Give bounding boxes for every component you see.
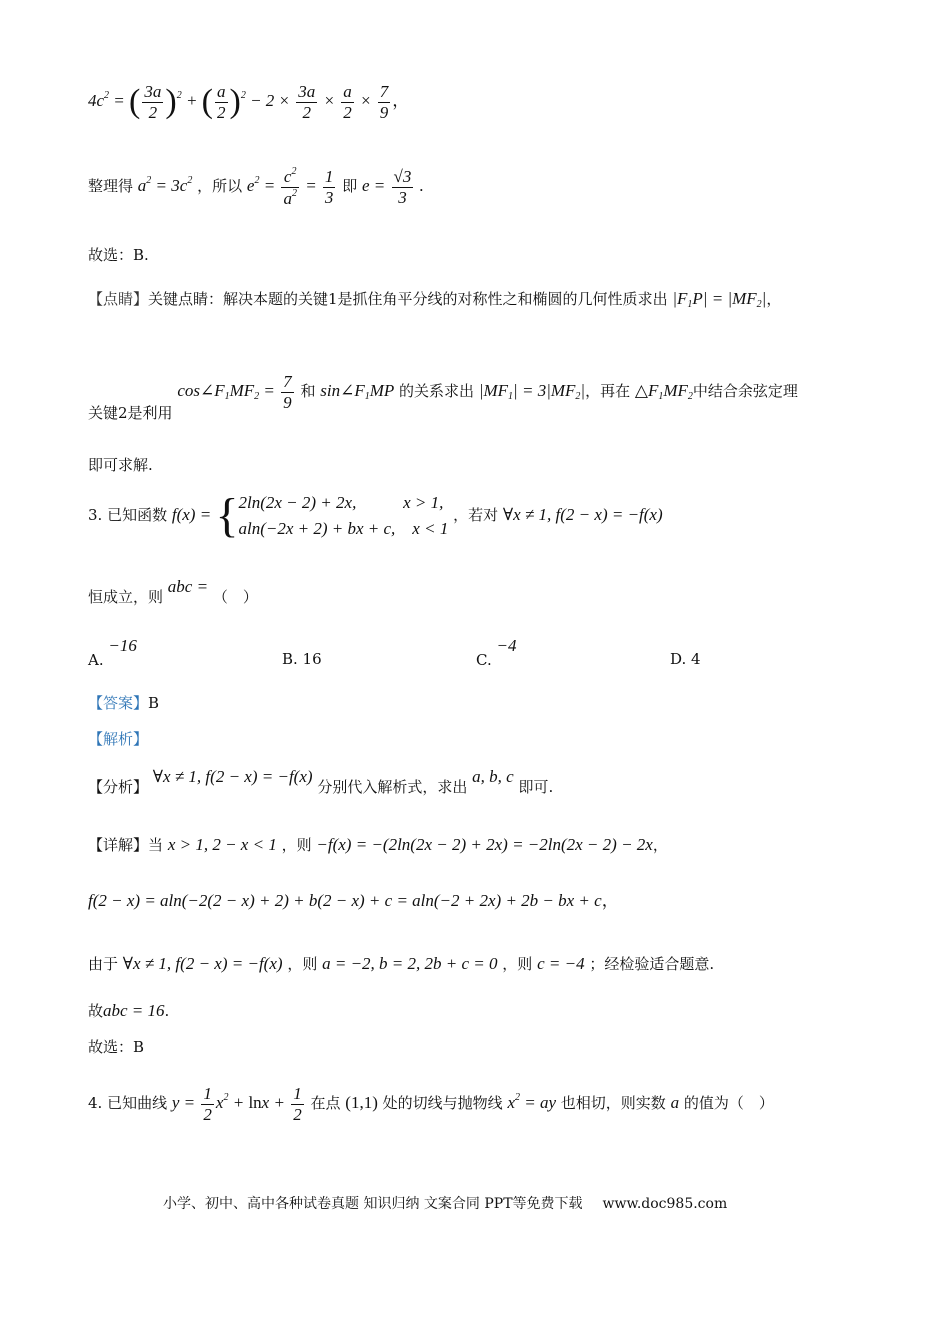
text: 也相切，则实数 xyxy=(560,1093,666,1112)
text: 中结合余弦定理 xyxy=(692,381,798,400)
analysis: 【分析】 ∀x ≠ 1, f(2 − x) = −f(x) 分别代入解析式，求出 a, b, c 即可. xyxy=(88,767,554,796)
text-since: 由于 ∀x ≠ 1, f(2 − x) = −f(x) ，则 a = −2, b = 2, 2b + c = 0 ，则 c = −4 ；经检验适合题意. xyxy=(88,954,715,973)
text: 4. 已知曲线 xyxy=(88,1093,168,1112)
text: 关键2是利用 xyxy=(88,403,173,422)
page-footer xyxy=(163,1193,727,1213)
text: ，则 xyxy=(502,955,533,973)
option-a xyxy=(88,636,137,669)
text: ，则 xyxy=(287,955,318,973)
text: 处的切线与抛物线 xyxy=(382,1093,503,1112)
text-abc: 故abc = 16. xyxy=(88,1001,170,1020)
text: 由于 xyxy=(88,955,119,973)
text: C. xyxy=(476,651,492,669)
text: 整理得 xyxy=(88,176,134,195)
question-3: 3. 已知函数 f(x) = { 2ln(2x − 2) + 2x, x > 1, aln(−2x + 2) + bx + c, x < 1 ，若对 ∀x ≠ 1, f(2 − x) = −f(x) xyxy=(88,489,663,542)
text: ，则 xyxy=(281,836,312,854)
option-d: D. 4 xyxy=(670,650,701,668)
text: ，若对 xyxy=(453,505,499,524)
text: −16 xyxy=(108,636,137,655)
tag-analysis-short: 【分析】 xyxy=(88,778,149,796)
answer-value: B xyxy=(148,694,160,712)
option-b: B. 16 xyxy=(282,650,322,668)
text: 恒成立，则 xyxy=(88,588,164,606)
text-key-point: 【点睛】关键点睛：解决本题的关键1是抓住角平分线的对称性之和椭圆的几何性质求出 $|F_1P| = |MF_2|$， xyxy=(88,289,782,310)
text: 的关系求出 xyxy=(399,381,475,400)
text-solve: 即可求解. xyxy=(88,456,153,474)
text-simplify: 整理得 $a^2 = 3c^2$ ，所以 $e^2$ = $\frac{c^2}{a^2}$ = $\frac{1}{3}$ 即 e = $\frac{√3}{3}$ . xyxy=(88,166,424,208)
text-key-2: 关键2是利用 $\cos\angle F_1MF_2$ = $\frac{7}{9}$ 和 $\sin\angle F_1MP$ 的关系求出 $|MF_1| = 3|MF_2|$，再在 $\triangle F_1MF_2$中结合余弦定理 xyxy=(88,372,798,422)
text: 3. 已知函数 xyxy=(88,505,168,524)
tag-answer: 【答案】 xyxy=(88,694,149,712)
text: ，所以 xyxy=(197,176,243,195)
footer-text: 小学、初中、高中各种试卷真题 知识归纳 文案合同 PPT等免费下载 xyxy=(163,1196,583,1212)
option-c xyxy=(476,636,517,669)
text: 和 xyxy=(300,381,316,400)
answer xyxy=(88,696,159,711)
tag-detail: 【详解】 xyxy=(88,836,149,854)
text: −4 xyxy=(496,636,517,655)
text: ；经检验适合题意. xyxy=(589,955,715,973)
text: 当 xyxy=(148,836,164,854)
tag-key-point: 【点睛】 xyxy=(88,290,149,308)
text: 的值为（ ） xyxy=(683,1093,774,1112)
text-choose-b: 故选：B. xyxy=(88,246,149,264)
text: A. xyxy=(88,651,104,669)
question-3-cont: 恒成立，则 abc = （ ） xyxy=(88,577,258,606)
text: 即 xyxy=(342,176,358,195)
text: 关键点睛：解决本题的关键1是抓住角平分线的对称性之和椭圆的几何性质求出 xyxy=(148,290,668,308)
equation-law-of-cosines: $4c^2$ = ( $\frac{3a}{2}$ )$^2$ + ( $\frac{a}{2}$ )$^2$ − 2 × $\frac{3a}{2}$ × $\frac{a}{2}$ × $\frac{7}{9}$ ， xyxy=(88,82,410,122)
detail: 【详解】当 x > 1, 2 − x < 1 ，则 −f(x) = −(2ln(2x − 2) + 2x) = −2ln(2x − 2) − 2x， xyxy=(88,835,668,854)
text: 故 xyxy=(88,1002,104,1020)
tag-analysis: 【解析】 xyxy=(88,730,149,748)
footer-link[interactable]: www.doc985.com xyxy=(602,1196,728,1212)
question-4: 4. 已知曲线 y = $\frac{1}{2}$ $x^2 + \ln x$ + $\frac{1}{2}$ 在点 (1,1) 处的切线与抛物线 $x^2$ = ay 也相切，则实数 a 的值为（ ） xyxy=(88,1084,774,1124)
text: ，再在 xyxy=(585,381,631,400)
equation-f-2-x: f(2 − x) = aln(−2(2 − x) + 2) + b(2 − x) + c = aln(−2 + 2x) + 2b − bx + c， xyxy=(88,891,619,910)
text-choose-b-2: 故选：B xyxy=(88,1038,145,1056)
text: 即可. xyxy=(518,778,554,796)
text: （ ） xyxy=(212,588,258,606)
text: 分别代入解析式，求出 xyxy=(317,778,468,796)
text: 在点 xyxy=(310,1093,341,1112)
